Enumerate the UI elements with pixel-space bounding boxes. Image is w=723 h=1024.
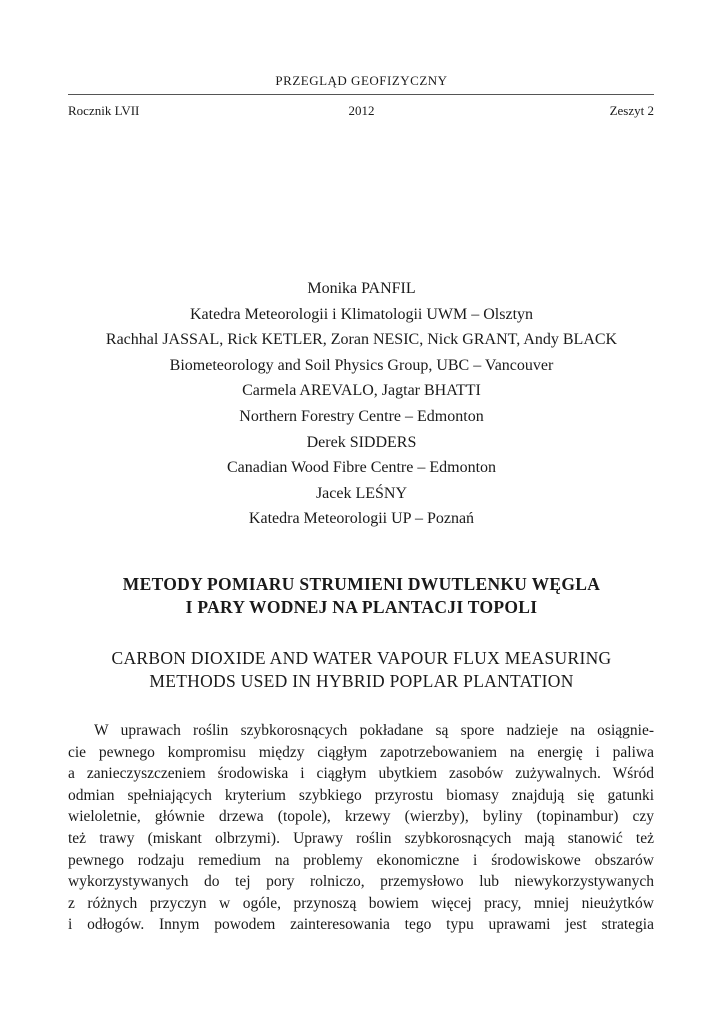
author-affiliation: Katedra Meteorologii UP – Poznań bbox=[248, 510, 475, 528]
body-paragraph bbox=[68, 720, 654, 936]
title-line: METHODS USED IN HYBRID POPLAR PLANTATION bbox=[149, 671, 574, 691]
header-rule bbox=[68, 94, 654, 95]
author-name: Derek SIDDERS bbox=[306, 433, 417, 451]
title-line: METODY POMIARU STRUMIENI DWUTLENKU WĘGLA bbox=[122, 574, 601, 594]
body-line: wieloletnie, głównie drzewa (topole), krzewy (wierzby), byliny (topinambur) czy bbox=[68, 808, 654, 826]
issue-label: Zeszyt 2 bbox=[609, 103, 654, 118]
title-polish bbox=[0, 573, 723, 619]
body-line: wykorzystywanych do tej pory rolniczo, przemysłowo lub niewykorzystywanych bbox=[68, 873, 654, 891]
journal-name: PRZEGLĄD GEOFIZYCZNY bbox=[275, 73, 448, 88]
author-affiliation: Biometeorology and Soil Physics Group, UBC – Vancouver bbox=[169, 356, 554, 374]
author-affiliation: Canadian Wood Fibre Centre – Edmonton bbox=[226, 459, 497, 477]
body-line: W uprawach roślin szybkorosnących pokładane są spore nadzieje na osiągnie- bbox=[94, 722, 654, 739]
author-name: Monika PANFIL bbox=[307, 280, 416, 297]
body-line: pewnego rodzaju remedium na problemy ekonomiczne i środowiskowe obszarów bbox=[68, 851, 654, 869]
authors-block bbox=[0, 276, 723, 532]
body-line: z różnych przyczyn w ogóle, przynoszą bowiem więcej pracy, mniej nieużytków bbox=[68, 894, 654, 912]
body-line: odmian spełniających kryterium szybkiego przyrostu biomasy znajdują się gatunki bbox=[68, 786, 654, 804]
body-line: i odłogów. Innym powodem zainteresowania tego typu uprawami jest strategia bbox=[68, 916, 654, 934]
body-line: a zanieczyszczeniem środowiska i ciągłym ubytkiem zasobów zużywalnych. Wśród bbox=[68, 765, 654, 783]
title-line: CARBON DIOXIDE AND WATER VAPOUR FLUX MEASURING bbox=[111, 648, 612, 668]
author-affiliation: Katedra Meteorologii i Klimatologii UWM – Olsztyn bbox=[189, 305, 534, 323]
author-name: Jacek LEŚNY bbox=[315, 484, 408, 502]
author-name: Rachhal JASSAL, Rick KETLER, Zoran NESIC, Nick GRANT, Andy BLACK bbox=[105, 331, 618, 349]
volume-label: Rocznik LVII bbox=[68, 103, 140, 118]
body-line: cie pewnego kompromisu między ciągłym zapotrzebowaniem na energię i paliwa bbox=[68, 743, 654, 761]
title-english bbox=[0, 647, 723, 693]
author-affiliation: Northern Forestry Centre – Edmonton bbox=[239, 407, 484, 425]
title-line: I PARY WODNEJ NA PLANTACJI TOPOLI bbox=[185, 597, 538, 617]
year-label: 2012 bbox=[348, 103, 375, 118]
body-line: też trawy (miskant olbrzymi). Uprawy roślin szybkorosnących mają stanowić też bbox=[68, 829, 654, 847]
author-name: Carmela AREVALO, Jagtar BHATTI bbox=[242, 382, 481, 400]
